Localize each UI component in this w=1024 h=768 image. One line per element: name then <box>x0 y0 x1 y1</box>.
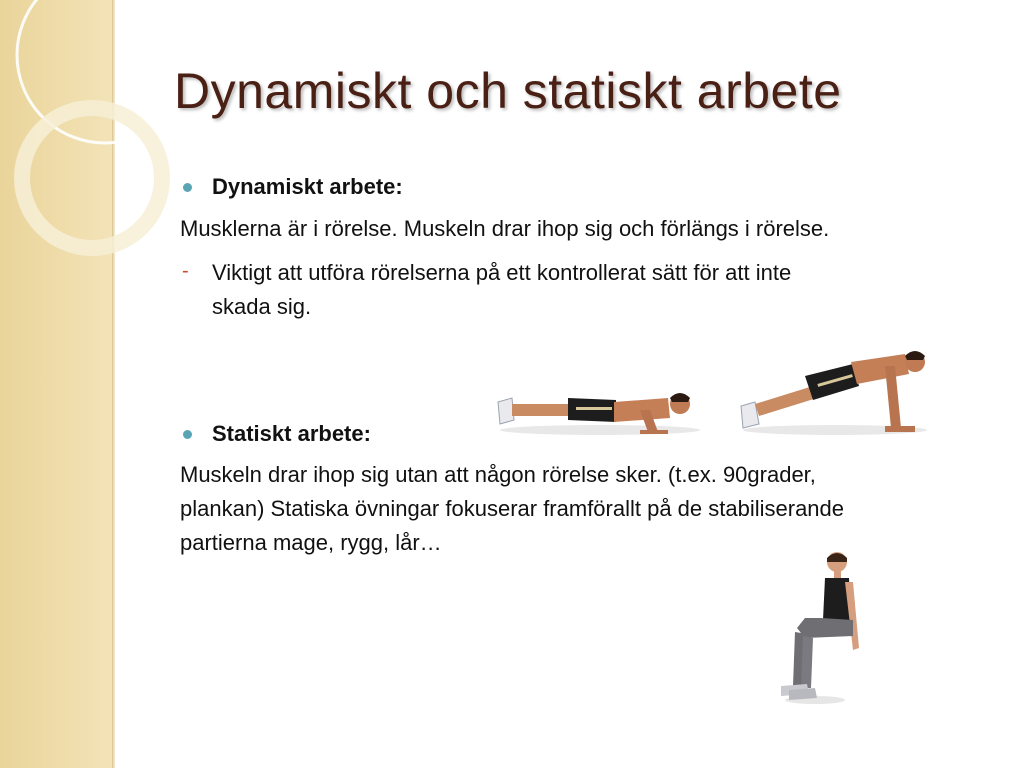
bullet-dot <box>183 183 192 192</box>
dynamic-work-heading: Dynamiskt arbete: <box>212 174 403 199</box>
decorative-circles <box>0 0 200 260</box>
static-work-description-line2: plankan) Statiska övningar fokuserar framförallt på de stabiliserande <box>180 496 845 521</box>
bullet-dot <box>183 430 192 439</box>
dynamic-work-note-line2: skada sig. <box>212 294 312 319</box>
pushup-down-image <box>490 380 705 440</box>
dynamic-work-description: Musklerna är i rörelse. Muskeln drar ihop sig och förlängs i rörelse. <box>180 216 830 241</box>
static-work-description-line1: Muskeln drar ihop sig utan att någon rörelse sker. (t.ex. 90grader, <box>180 462 816 487</box>
static-work-description-line3: partierna mage, rygg, lår… <box>180 530 442 555</box>
static-work-heading: Statiskt arbete: <box>212 421 371 446</box>
slide-title: Dynamiskt och statiskt arbete <box>174 63 842 119</box>
wall-sit-image <box>775 548 875 708</box>
dynamic-work-note-line1: Viktigt att utföra rörelserna på ett kontrollerat sätt för att inte <box>212 260 792 285</box>
pushup-up-image <box>735 348 935 438</box>
sub-bullet-dash: - <box>182 260 189 282</box>
